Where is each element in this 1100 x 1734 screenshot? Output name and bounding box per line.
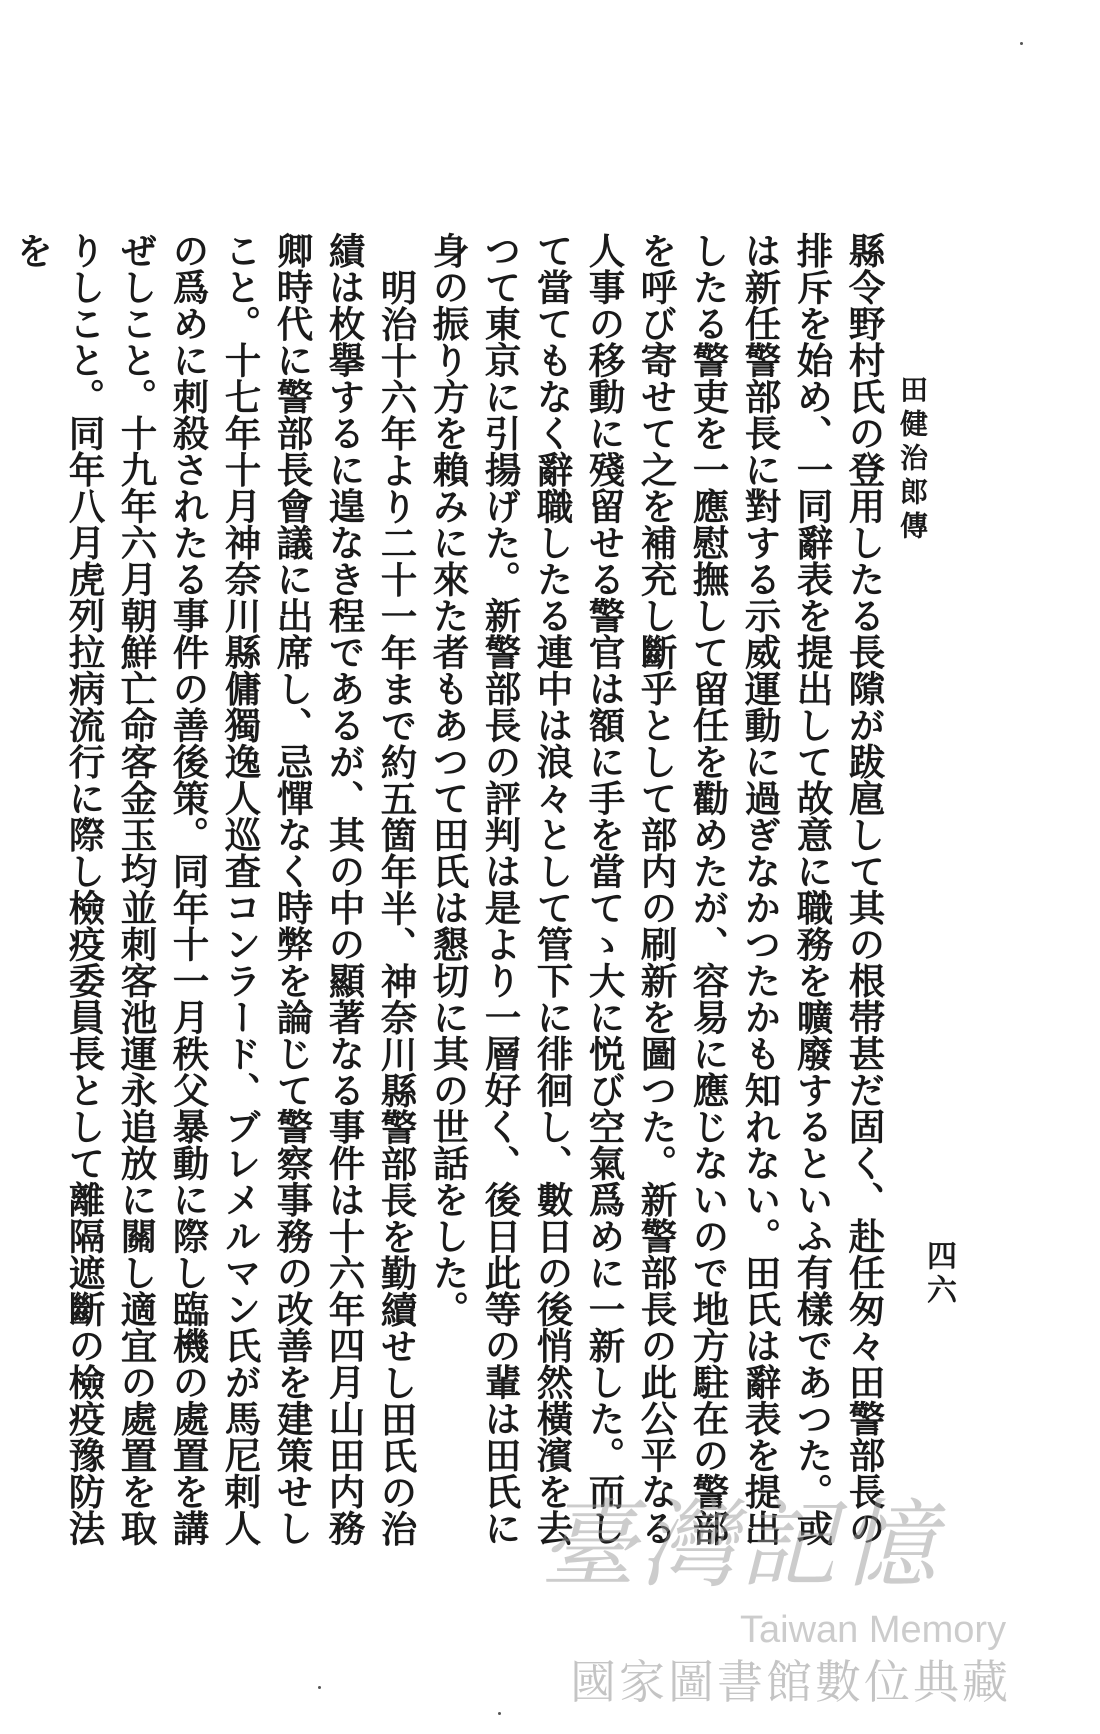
watermark-label: 國家圖書館數位典藏 <box>570 1656 1011 1708</box>
scan-speck <box>318 1686 321 1689</box>
page-number: 四六 <box>921 1240 956 1308</box>
paragraph-2: 明治十六年より二十一年まで約五箇年半、神奈川縣警部長を勤續せし田氏の治績は枚擧するに遑なき程であるが、其の中の顯著なる事件は十六年四月山田内務卿時代に警部長會議に出席し、忌憚なく時弊を論じて警察事務の改善を建策せしこと。十七年十月神奈川縣傭獨逸人巡査コンラード、ブレメルマン氏が馬尼剌人の爲めに刺殺されたる事件の善後策。同年十一月秩父暴動に際し臨機の處置を講ぜしこと。十九年六月朝鮮亡命客金玉均並刺客池運永追放に關し適宜の處置を取りしこと。同年八月虎列拉病流行に際し檢疫委員長として離隔遮斷の檢疫豫防法を <box>11 232 418 1546</box>
watermark-logo <box>540 1490 1060 1720</box>
scan-speck <box>498 1712 501 1715</box>
scan-speck <box>1020 42 1023 45</box>
watermark-subtitle: Taiwan Memory <box>740 1609 1007 1651</box>
watermark-script: 臺灣記憶 <box>540 1489 940 1601</box>
running-header: 田健治郎傳 <box>896 375 929 545</box>
paragraph-1: 縣令野村氏の登用したる長𨻶が跋扈して其の根帯甚だ固く、赴任匆々田警部長の排斥を始め、一同辭表を提出して故意に職務を曠廢するといふ有樣であつた。或は新任警部長に對する示威運動に過ぎなかつたかも知れない。田氏は辭表を提出したる警吏を一應慰撫して留任を勸めたが、容易に應じないので地方駐在の警部を呼び寄せて之を補充し斷乎として部内の刷新を圖つた。新警部長の此公平なる人事の移動に殘留せる警官は額に手を當てゝ大に悦び空氣爲めに一新した。而して當てもなく辭職したる連中は浪々として管下に徘徊し、數日の後悄然橫濱を去つて東京に引揚げた。新警部長の評判は是より一層好く、後日此等の輩は田氏に身の振り方を賴みに來た者もあつて田氏は懇切に其の世話をした。 <box>427 232 886 1546</box>
body-text <box>6 232 890 1572</box>
